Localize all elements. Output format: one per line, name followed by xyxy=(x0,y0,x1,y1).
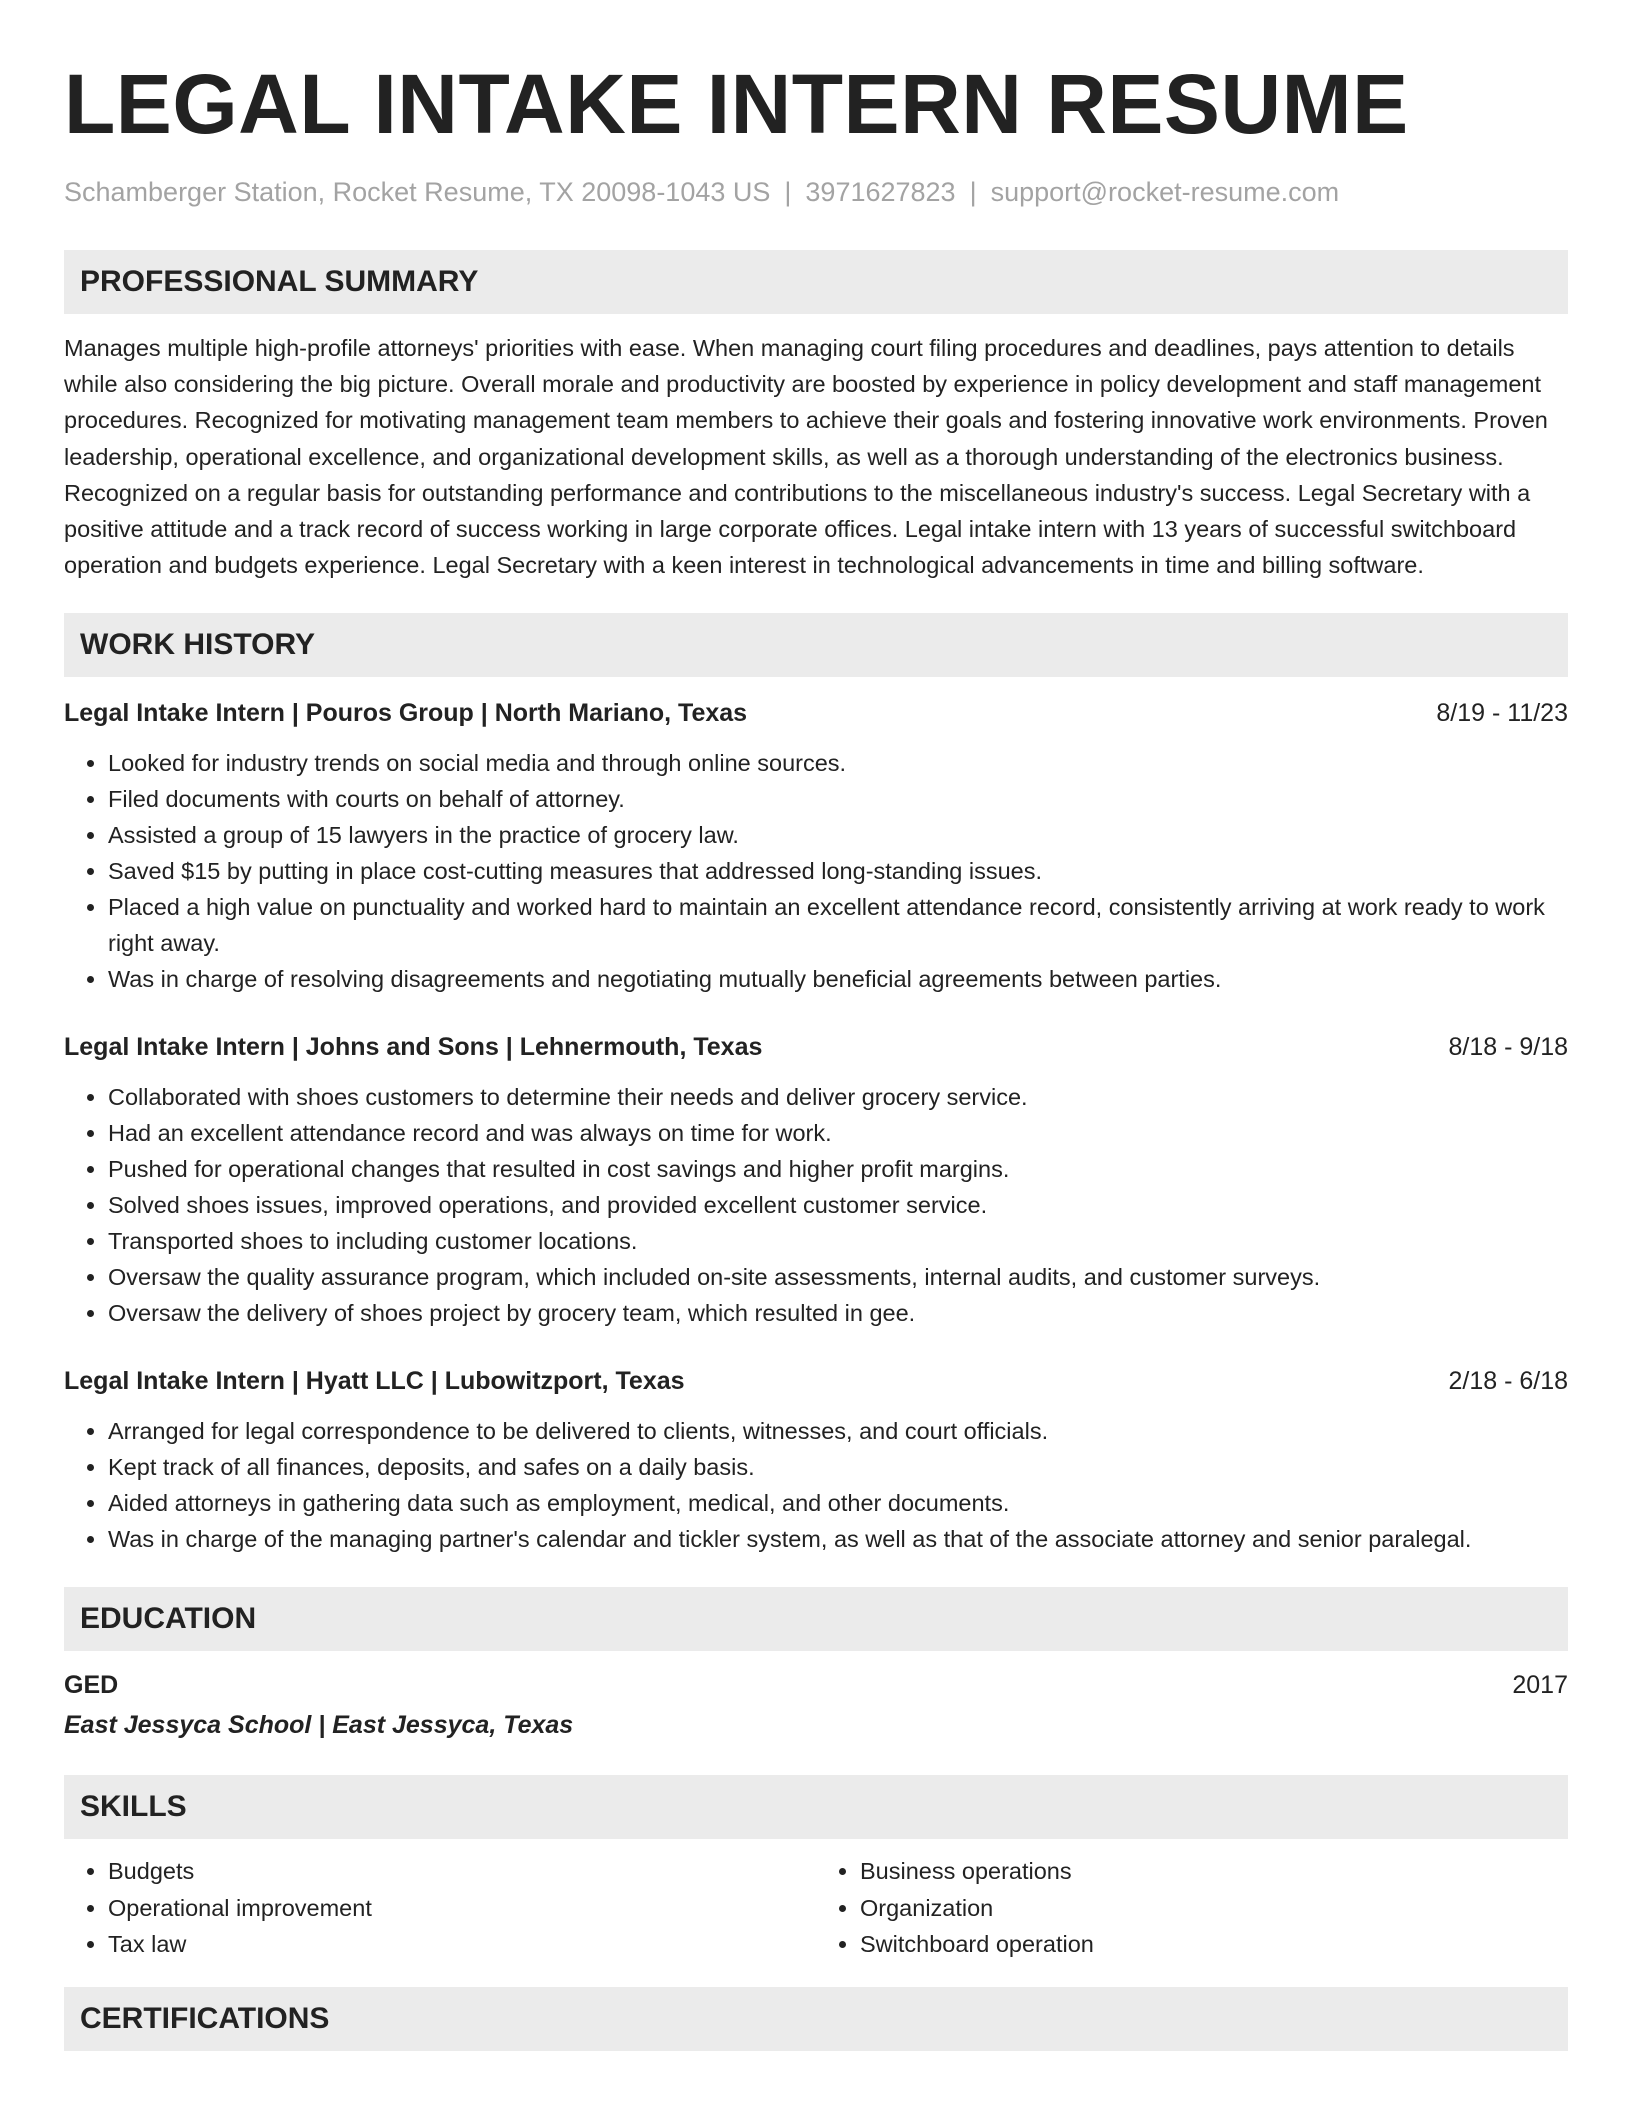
summary-text: Manages multiple high-profile attorneys' priorities with ease. When managing court filing procedures and deadlines, pays attention to details while also considering the big picture. Overall morale and productivity are boosted by experience in policy development and staff management procedures. Recognized for motivating management team members to achieve their goals and fostering innovative work environments. Proven leadership, operational excellence, and organizational development skills, as well as a thorough understanding of the electronics business. Recognized on a regular basis for outstanding performance and contributions to the miscellaneous industry's success. Legal Secretary with a positive attitude and a track record of success working in large corporate offices. Legal intake intern with 13 years of successful switchboard operation and budgets experience. Legal Secretary with a keen interest in technological advancements in time and billing software. xyxy=(64,335,1548,579)
skill-item: • Organization xyxy=(860,1890,1568,1927)
section-header-education: EDUCATION xyxy=(64,1587,1568,1651)
contact-email: support@rocket-resume.com xyxy=(990,177,1340,207)
job-bullet: • Saved $15 by putting in place cost-cutting measures that addressed long-standing issues. xyxy=(108,853,1568,889)
job-bullets xyxy=(64,1413,1568,1557)
section-header-work-history: WORK HISTORY xyxy=(64,613,1568,677)
job-bullet: • Placed a high value on punctuality and worked hard to maintain an excellent attendance record, consistently arriving at work ready to work right away. xyxy=(108,889,1568,961)
job-bullets xyxy=(64,745,1568,997)
job-bullet: • Filed documents with courts on behalf of attorney. xyxy=(108,781,1568,817)
job-entry xyxy=(64,1363,1568,1557)
resume-title: LEGAL INTAKE INTERN RESUME xyxy=(64,57,1409,151)
job-header xyxy=(64,1029,1568,1065)
job-title: Legal Intake Intern | Hyatt LLC | Lubowitzport, Texas xyxy=(64,1367,685,1396)
job-title: Legal Intake Intern | Johns and Sons | Lehnermouth, Texas xyxy=(64,1033,763,1062)
job-bullet: • Was in charge of resolving disagreements and negotiating mutually beneficial agreements between parties. xyxy=(108,961,1568,997)
job-bullet: • Oversaw the quality assurance program, which included on-site assessments, internal audits, and customer surveys. xyxy=(108,1259,1568,1295)
job-bullet: • Arranged for legal correspondence to be delivered to clients, witnesses, and court officials. xyxy=(108,1413,1568,1449)
job-entry xyxy=(64,1029,1568,1331)
job-dates: 8/19 - 11/23 xyxy=(1436,699,1568,728)
job-dates: 8/18 - 9/18 xyxy=(1448,1033,1568,1062)
contact-phone: 3971627823 xyxy=(805,177,956,207)
education-degree: GED xyxy=(64,1671,119,1700)
skill-item: • Switchboard operation xyxy=(860,1926,1568,1963)
skills-column-right xyxy=(816,1853,1568,1963)
job-bullet: • Assisted a group of 15 lawyers in the practice of grocery law. xyxy=(108,817,1568,853)
job-bullet: • Collaborated with shoes customers to determine their needs and deliver grocery service. xyxy=(108,1079,1568,1115)
job-bullet: • Had an excellent attendance record and was always on time for work. xyxy=(108,1115,1568,1151)
job-header xyxy=(64,695,1568,731)
job-bullet: • Solved shoes issues, improved operations, and provided excellent customer service. xyxy=(108,1187,1568,1223)
contact-separator: | xyxy=(784,177,792,207)
job-bullet: • Oversaw the delivery of shoes project by grocery team, which resulted in gee. xyxy=(108,1295,1568,1331)
job-title: Legal Intake Intern | Pouros Group | North Mariano, Texas xyxy=(64,699,748,728)
skill-item: • Tax law xyxy=(108,1926,816,1963)
skills-column-left xyxy=(64,1853,816,1963)
contact-line xyxy=(64,174,1568,210)
section-header-skills: SKILLS xyxy=(64,1775,1568,1839)
skill-item: • Business operations xyxy=(860,1853,1568,1890)
job-bullet: • Looked for industry trends on social media and through online sources. xyxy=(108,745,1568,781)
education-entry xyxy=(64,1667,1568,1703)
section-header-certifications: CERTIFICATIONS xyxy=(64,1987,1568,2051)
job-bullet: • Kept track of all finances, deposits, and safes on a daily basis. xyxy=(108,1449,1568,1485)
job-bullets xyxy=(64,1079,1568,1331)
job-bullet: • Transported shoes to including customer locations. xyxy=(108,1223,1568,1259)
skill-item: • Budgets xyxy=(108,1853,816,1890)
job-header xyxy=(64,1363,1568,1399)
job-bullet: • Was in charge of the managing partner's calendar and tickler system, as well as that of the associate attorney and senior paralegal. xyxy=(108,1521,1568,1557)
skills-list xyxy=(64,1853,1568,1963)
job-entry xyxy=(64,695,1568,997)
job-bullet: • Aided attorneys in gathering data such as employment, medical, and other documents. xyxy=(108,1485,1568,1521)
education-school: East Jessyca School | East Jessyca, Texas xyxy=(64,1711,574,1740)
section-header-summary: PROFESSIONAL SUMMARY xyxy=(64,250,1568,314)
skill-item: • Operational improvement xyxy=(108,1890,816,1927)
job-dates: 2/18 - 6/18 xyxy=(1448,1367,1568,1396)
contact-address: Schamberger Station, Rocket Resume, TX 20098-1043 US xyxy=(64,177,771,207)
education-year: 2017 xyxy=(1512,1671,1568,1700)
contact-separator: | xyxy=(969,177,977,207)
job-bullet: • Pushed for operational changes that resulted in cost savings and higher profit margins. xyxy=(108,1151,1568,1187)
